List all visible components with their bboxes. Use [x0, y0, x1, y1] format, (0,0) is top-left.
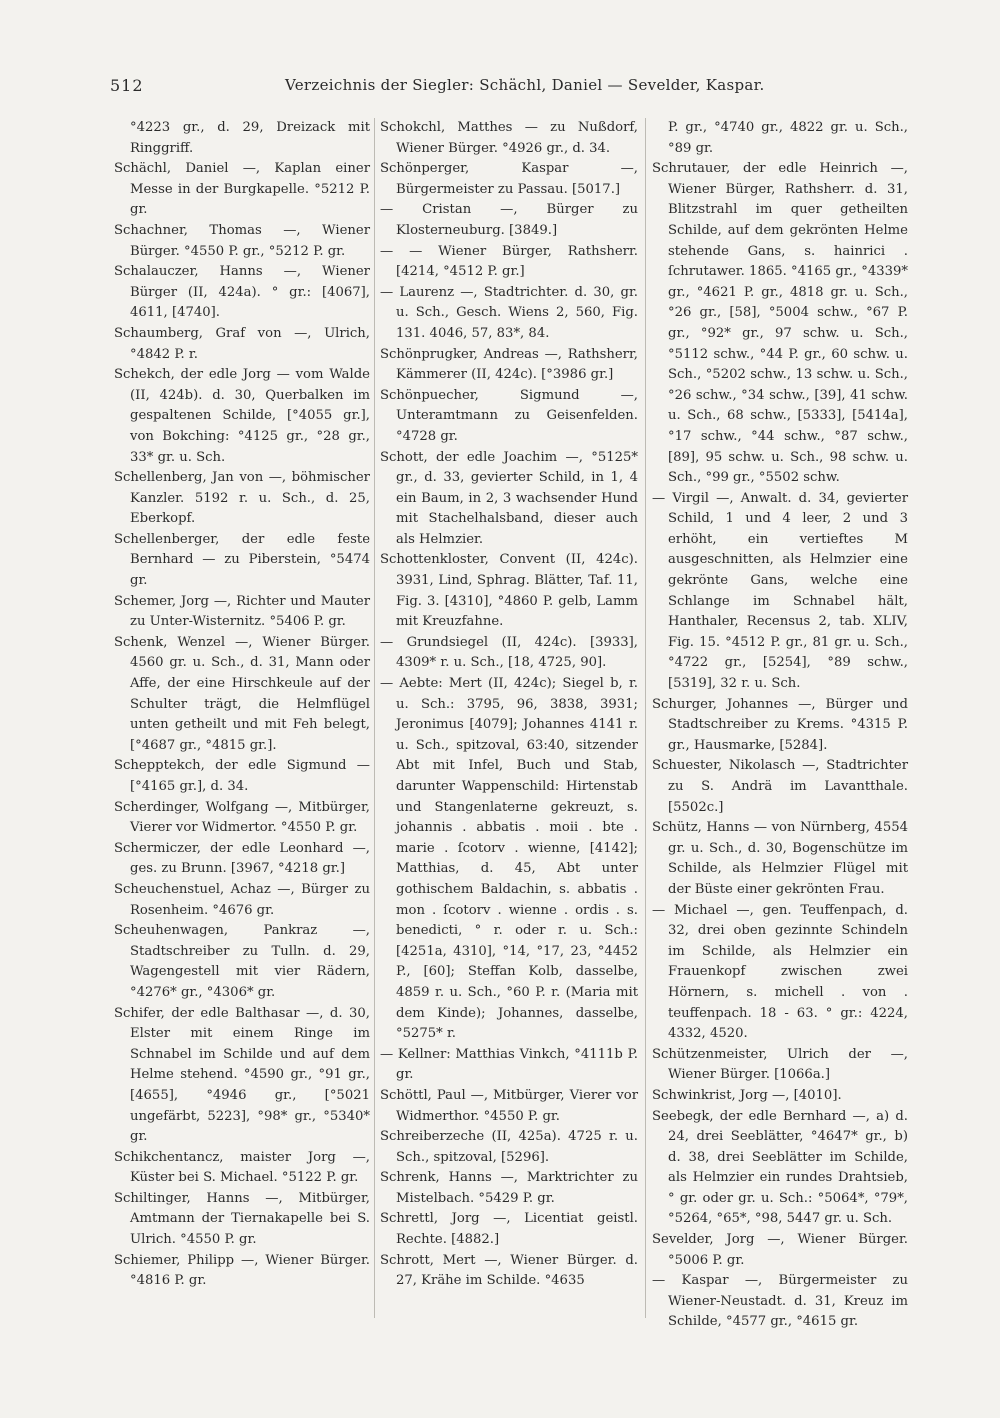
index-entry: — Cristan —, Bürger zu Klosterneuburg. [3849.] — [380, 202, 638, 238]
index-entry: Schemer, Jorg —, Richter und Mauter zu Unter-Wisternitz. °5406 P. gr. — [114, 593, 370, 630]
index-entry: Schönprugker, Andreas —, Rathsherr, Kämmerer (II, 424c). [°3986 gr.] — [380, 346, 638, 383]
index-entry: Schellenberger, der edle feste Bernhard — zu Piberstein, °5474 gr. — [114, 531, 370, 589]
index-entry: Schütz, Hanns — von Nürnberg, 4554 gr. u. Sch., d. 30, Bogenschütze im Schilde, als Helmzier Flügel mit der Büste einer gekrönten Frau. — [652, 820, 908, 897]
index-entry: Schöttl, Paul —, Mitbürger, Vierer vor Widmerthor. °4550 P. gr. — [380, 1087, 638, 1124]
index-entry: — Kellner: Matthias Vinkch, °4111b P. gr. — [380, 1046, 638, 1083]
running-title: Verzeichnis der Siegler: Schächl, Daniel — Sevelder, Kaspar. — [285, 76, 765, 94]
index-entry: Schwinkrist, Jorg —, [4010]. — [652, 1087, 842, 1103]
index-column-2 — [380, 118, 638, 1292]
index-entry: — Grundsiegel (II, 424c). [3933], 4309* r. u. Sch., [18, 4725, 90]. — [380, 634, 638, 671]
index-column-3 — [652, 118, 908, 1333]
index-entry: Scherdinger, Wolfgang —, Mitbürger, Vierer vor Widmertor. °4550 P. gr. — [114, 799, 370, 836]
index-entry: Schaumberg, Graf von —, Ulrich, °4842 P. r. — [114, 325, 370, 362]
index-entry: Seebegk, der edle Bernhard —, a) d. 24, drei Seeblätter, °4647* gr., b) d. 38, drei Seeblätter im Schilde, als Helmzier ein rundes Drahtsieb, ° gr. oder gr. u. Sch.: °5064*, °79*, °5264, °65*, °98, 5447 gr. u. Sch. — [652, 1108, 908, 1227]
index-entry: Schottenkloster, Convent (II, 424c). 3931, Lind, Sphrag. Blätter, Taf. 11, Fig. 3. [4310], °4860 P. gelb, Lamm mit Kreuzfahne. — [380, 552, 638, 630]
index-entry: Scheuchenstuel, Achaz —, Bürger zu Rosenheim. °4676 gr. — [114, 881, 370, 918]
index-entry: — Kaspar —, Bürgermeister zu Wiener-Neustadt. d. 31, Kreuz im Schilde, °4577 gr., °4615 gr. — [652, 1273, 908, 1330]
index-entry: Schiltinger, Hanns —, Mitbürger, Amtmann der Tiernakapelle bei S. Ulrich. °4550 P. gr. — [114, 1190, 370, 1248]
index-entry: Scheuhenwagen, Pankraz —, Stadtschreiber zu Tulln. d. 29, Wagengestell mit vier Rädern, °4276* gr., °4306* gr. — [114, 923, 370, 1000]
column-divider — [645, 118, 646, 1318]
index-entry: P. gr., °4740 gr., 4822 gr. u. Sch., °89 gr. — [668, 120, 908, 156]
index-entry: Schrenk, Hanns —, Marktrichter zu Mistelbach. °5429 P. gr. — [380, 1170, 638, 1206]
index-entry: Schokchl, Matthes — zu Nußdorf, Wiener Bürger. °4926 gr., d. 34. — [380, 120, 638, 156]
index-entry: Schrott, Mert —, Wiener Bürger. d. 27, Krähe im Schilde. °4635 — [380, 1252, 638, 1289]
index-entry: Sevelder, Jorg —, Wiener Bürger. °5006 P. gr. — [652, 1232, 908, 1268]
index-entry: Schächl, Daniel —, Kaplan einer Messe in der Burgkapelle. °5212 P. gr. — [114, 161, 370, 218]
index-entry: Schurger, Johannes —, Bürger und Stadtschreiber zu Krems. °4315 P. gr., Hausmarke, [5284]. — [652, 696, 908, 753]
index-entry: Schiemer, Philipp —, Wiener Bürger. °4816 P. gr. — [114, 1252, 370, 1289]
column-divider — [374, 118, 375, 1318]
index-entry: Schreiberzeche (II, 425a). 4725 r. u. Sch., spitzoval, [5296]. — [380, 1129, 638, 1165]
index-entry: Schellenberg, Jan von —, böhmischer Kanzler. 5192 r. u. Sch., d. 25, Eberkopf. — [114, 470, 370, 527]
index-entry: Schekch, der edle Jorg — vom Walde (II, 424b). d. 30, Querbalken im gespaltenen Schilde, [°4055 gr.], von Bokching: °4125 gr., °28 gr., 33* gr. u. Sch. — [114, 367, 370, 465]
index-entry: Schachner, Thomas —, Wiener Bürger. °4550 P. gr., °5212 P. gr. — [114, 222, 370, 259]
index-entry: — Virgil —, Anwalt. d. 34, gevierter Schild, 1 und 4 leer, 2 und 3 erhöht, ein vertieftes M ausgeschnitten, als Helmzier eine gekrönte Gans, welche eine Schlange im Schnabel hält, Hanthaler, Recensus 2, tab. XLIV, Fig. 15. °4512 P. gr., 81 gr. u. Sch., °4722 gr., [5254], °89 schw., [5319], 32 r. u. Sch. — [652, 490, 908, 692]
index-entry: °4223 gr., d. 29, Dreizack mit Ringgriff. — [130, 120, 370, 156]
page-header — [110, 74, 892, 104]
index-entry: — Laurenz —, Stadtrichter. d. 30, gr. u. Sch., Gesch. Wiens 2, 560, Fig. 131. 4046, 57, 83*, 84. — [380, 284, 638, 341]
index-entry: Schikchentancz, maister Jorg —, Küster bei S. Michael. °5122 P. gr. — [114, 1149, 370, 1186]
index-entry: Schrettl, Jorg —, Licentiat geistl. Rechte. [4882.] — [380, 1211, 638, 1248]
index-entry: Schalauczer, Hanns —, Wiener Bürger (II, 424a). ° gr.: [4067], 4611, [4740]. — [114, 264, 370, 321]
index-entry: Schuester, Nikolasch —, Stadtrichter zu S. Andrä im Lavantthale. [5502c.] — [652, 758, 908, 815]
index-entry: Schifer, der edle Balthasar —, d. 30, Elster mit einem Ringe im Schnabel im Schilde und auf dem Helme stehend. °4590 gr., °91 gr., [4655], °4946 gr., [°5021 ungefärbt, 5223], °98* gr., °5340* gr. — [114, 1005, 370, 1145]
index-entry: — — Wiener Bürger, Rathsherr. [4214, °4512 P. gr.] — [380, 243, 638, 280]
index-entry: — Michael —, gen. Teuffenpach, d. 32, drei oben gezinnte Schindeln im Schilde, als Helmzier ein Frauenkopf zwischen zwei Hörnern, s. michell . von . teuffenpach. 18 - 63. ° gr.: 4224, 4332, 4520. — [652, 902, 908, 1042]
index-entry: Schützenmeister, Ulrich der —, Wiener Bürger. [1066a.] — [652, 1046, 908, 1083]
index-entry: Schepptekch, der edle Sigmund — [°4165 gr.], d. 34. — [114, 758, 370, 794]
index-column-1 — [114, 118, 370, 1292]
index-entry: Schermiczer, der edle Leonhard —, ges. zu Brunn. [3967, °4218 gr.] — [114, 840, 370, 877]
page-number: 512 — [110, 76, 144, 95]
index-entry: Schrutauer, der edle Heinrich —, Wiener Bürger, Rathsherr. d. 31, Blitzstrahl im quer getheilten Schilde, auf dem gekrönten Helme stehende Gans, s. hainrici . ſchrutawer. 1865. °4165 gr., °4339* gr., °4621 P. gr., 4818 gr. u. Sch., °26 gr., [58], °5004 schw., °67 P. gr., °92* gr., 97 schw. u. Sch., °5112 schw., °44 P. gr., 60 schw. u. Sch., °5202 schw., 13 schw. u. Sch., °26 schw., °34 schw., [39], 41 schw. u. Sch., 68 schw., [5333], [5414a], °17 schw., °44 schw., °87 schw., [89], 95 schw. u. Sch., 98 schw. u. Sch., °99 gr., °5502 schw. — [652, 161, 908, 486]
index-entry: Schönperger, Kaspar —, Bürgermeister zu Passau. [5017.] — [380, 161, 638, 197]
index-entry: Schönpuecher, Sigmund —, Unteramtmann zu Geisenfelden. °4728 gr. — [380, 387, 638, 444]
index-entry: — Aebte: Mert (II, 424c); Siegel b, r. u. Sch.: 3795, 96, 3838, 3931; Jeronimus [4079]; Johannes 4141 r. u. Sch., spitzoval, 63:40, sitzender Abt mit Infel, Buch und Stab, darunter Wappenschild: Hirtenstab und Stangenlaterne gekreuzt, s. johannis . abbatis . moii . bte . marie . ſcotorv . wienne, [4142]; Matthias, d. 45, Abt unter gothischem Baldachin, s. abbatis . mon . ſcotorv . wienne . ordis . s. benedicti, ° r. oder r. u. Sch.: [4251a, 4310], °14, °17, 23, °4452 P., [60]; Steffan Kolb, dasselbe, 4859 r. u. Sch., °60 P. r. (Maria mit dem Kinde); Johannes, dasselbe, °5275* r. — [380, 676, 638, 1042]
index-entry: Schenk, Wenzel —, Wiener Bürger. 4560 gr. u. Sch., d. 31, Mann oder Affe, der eine Hirschkeule auf der Schulter trägt, die Helmflügel unten getheilt und mit Feh belegt, [°4687 gr., °4815 gr.]. — [114, 634, 370, 753]
index-entry: Schott, der edle Joachim —, °5125* gr., d. 33, gevierter Schild, in 1, 4 ein Baum, in 2, 3 wachsender Hund mit Stachelhalsband, dieser auch als Helmzier. — [380, 449, 638, 547]
